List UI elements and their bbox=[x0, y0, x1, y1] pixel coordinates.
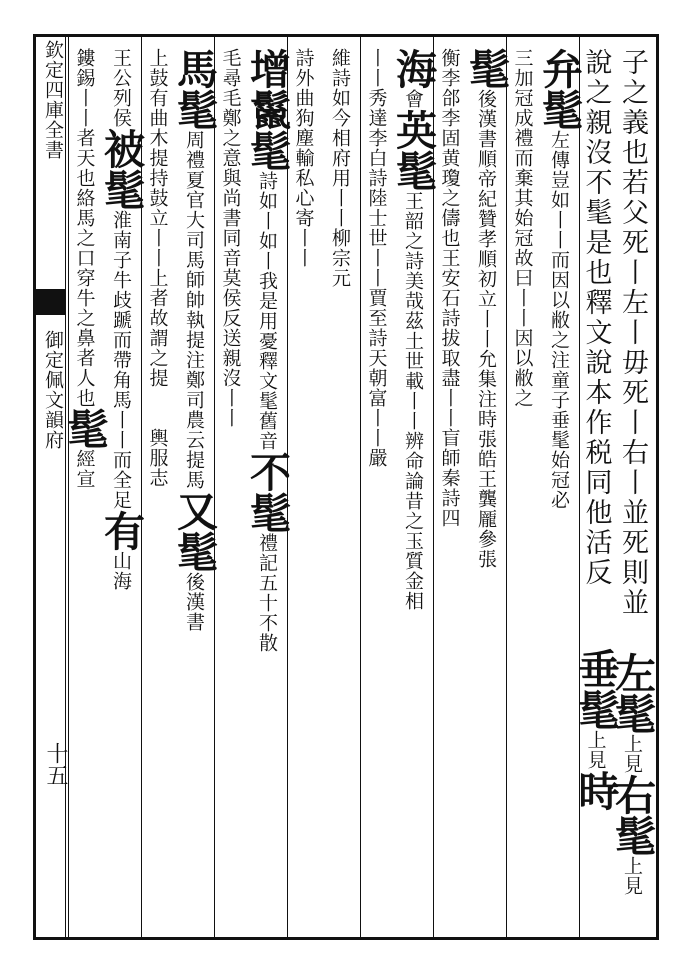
text-run: 三加冠成禮而棄其始冠故曰丨丨因以敝之 bbox=[511, 48, 534, 408]
text-run: 會 bbox=[402, 89, 424, 109]
headword: 又髦 bbox=[170, 490, 218, 572]
fishtail-mark bbox=[33, 289, 65, 315]
text-run: 上見 bbox=[621, 734, 643, 774]
text-column bbox=[535, 48, 583, 510]
headword: 髦 bbox=[608, 815, 656, 856]
book-title: 御定佩文韻府 bbox=[42, 330, 64, 450]
headword: 髦 bbox=[60, 408, 109, 449]
text-run: 周禮夏官大司馬師帥執提注鄭司農云提馬 bbox=[183, 130, 205, 490]
text-run: 送親沒丨丨 bbox=[219, 328, 242, 428]
text-run: 說之親沒不髦是也釋文說本作税同他活反 bbox=[580, 48, 612, 588]
text-column bbox=[435, 48, 468, 528]
text-run bbox=[617, 618, 648, 652]
column-rule bbox=[506, 34, 507, 940]
headword: 鬣髦 bbox=[243, 89, 291, 171]
headword: 時 bbox=[571, 770, 620, 811]
text-run: 王公列侯 bbox=[110, 48, 132, 128]
text-column bbox=[362, 48, 395, 468]
column-rule bbox=[68, 34, 69, 940]
headword: 增 bbox=[243, 48, 291, 89]
margin-rule bbox=[65, 34, 66, 940]
text-run: 禮記五十不散 bbox=[256, 533, 278, 653]
text-column bbox=[462, 48, 510, 569]
column-rule bbox=[360, 34, 361, 940]
text-column bbox=[571, 48, 620, 811]
text-column bbox=[143, 48, 176, 488]
text-column bbox=[326, 48, 359, 288]
text-run: 王韶之詩美哉茲土世載丨丨辨命論昔之玉質金相 bbox=[402, 191, 424, 611]
headword: 髦 bbox=[608, 693, 656, 734]
headword: 垂 bbox=[571, 648, 620, 689]
text-run: 輿服志 bbox=[146, 388, 169, 488]
headword: 不髦 bbox=[243, 451, 291, 533]
headword: 弁髦 bbox=[535, 48, 583, 130]
text-run: 鏤錫丨丨者天也絡馬之口穿牛之鼻者人也 bbox=[73, 48, 96, 408]
text-run: 丨丨秀達李白詩陸士世丨丨賈至詩天朝富丨丨嚴 bbox=[365, 48, 388, 468]
text-run: 毛尋毛鄭之意與尚書同音莫侯反 bbox=[219, 48, 242, 328]
headword: 髦 bbox=[571, 689, 620, 730]
text-column bbox=[216, 48, 249, 428]
text-column bbox=[608, 48, 656, 896]
text-column bbox=[243, 48, 291, 653]
library-title: 欽定四庫全書 bbox=[42, 40, 64, 160]
text-run: 後漢書 bbox=[183, 572, 205, 632]
text-run: 淮南子牛歧蹏而帶角馬丨丨而全足 bbox=[110, 210, 132, 510]
text-run bbox=[581, 588, 612, 648]
folio-number: 十五 bbox=[43, 742, 68, 786]
text-column bbox=[97, 48, 145, 591]
headword: 髦 bbox=[462, 48, 510, 89]
headword: 右 bbox=[608, 774, 656, 815]
text-run: 左傳豈如丨丨而因以敝之注童子垂髦始冠必 bbox=[548, 130, 570, 510]
text-run: 子之義也若父死丨左丨毋死丨右丨並死則並 bbox=[617, 48, 648, 618]
text-column bbox=[60, 48, 109, 489]
text-run: 上見 bbox=[621, 856, 643, 896]
text-column bbox=[170, 48, 218, 632]
text-run: 山海 bbox=[110, 551, 132, 591]
column-rule bbox=[214, 34, 215, 940]
text-run: 後漢書順帝紀贊孝順初立丨丨允集注時張皓王龔龎參張 bbox=[475, 89, 497, 569]
text-column bbox=[389, 48, 437, 611]
column-rule bbox=[579, 34, 580, 940]
headword: 海 bbox=[389, 48, 437, 89]
headword: 左 bbox=[608, 652, 656, 693]
headword: 英髦 bbox=[389, 109, 437, 191]
headword: 有 bbox=[97, 510, 145, 551]
text-run: 維詩如今相府用丨丨柳宗元 bbox=[329, 48, 351, 288]
headword: 被髦 bbox=[97, 128, 145, 210]
text-run: 詩如丨如丨我是用憂釋文髦舊音 bbox=[256, 171, 278, 451]
text-run: 上鼓有曲木提持鼓立丨丨上者故謂之提 bbox=[146, 48, 169, 388]
text-column bbox=[508, 48, 541, 408]
text-run: 衡李郃李固黄瓊之儔也王安石詩拔取盡丨丨盲師秦詩四 bbox=[438, 48, 461, 528]
text-column bbox=[289, 48, 322, 268]
headword: 馬髦 bbox=[170, 48, 218, 130]
text-run: 經宣 bbox=[73, 449, 96, 489]
text-run: 詩外曲狗塵輸私心寄丨丨 bbox=[292, 48, 315, 268]
text-run: 上見 bbox=[584, 730, 607, 770]
